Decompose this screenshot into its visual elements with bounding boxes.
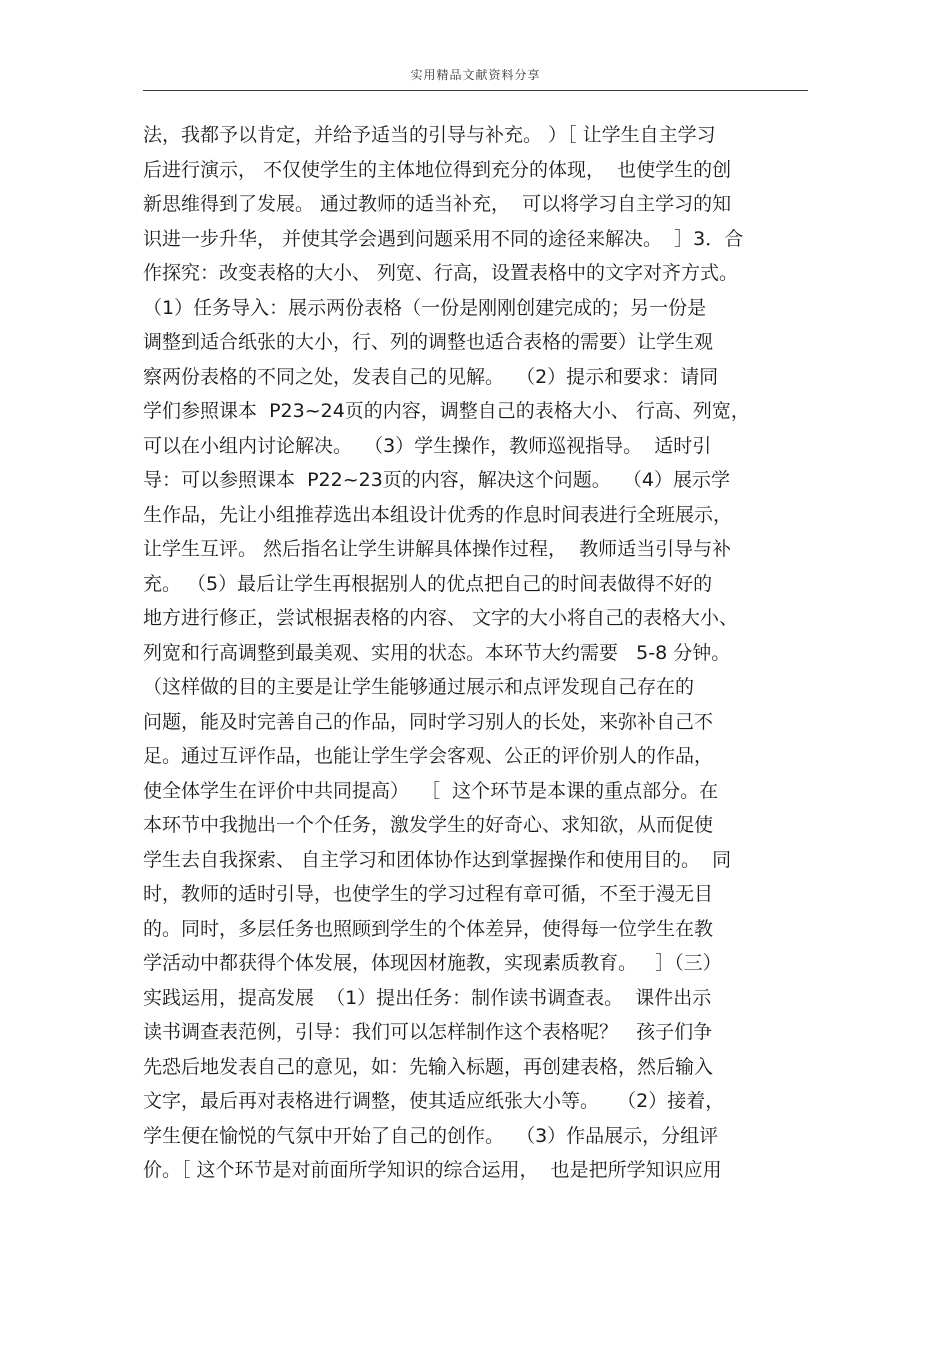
text-line: 先恐后地发表自己的意见，如：先输入标题，再创建表格，然后输入	[143, 1055, 714, 1078]
text-line: 学生去自我探索、 自主学习和团体协作达到掌握操作和使用目的。 同	[143, 848, 732, 871]
text-line: 价。［ 这个环节是对前面所学知识的综合运用， 也是把所学知识应用	[143, 1159, 722, 1181]
body-text	[143, 118, 808, 1188]
text-line: 学们参照课本 P23~24页的内容，调整自己的表格大小、 行高、列宽，	[143, 400, 750, 422]
header-divider	[143, 90, 808, 91]
text-line: 法，我都予以肯定，并给予适当的引导与补充。 ）［ 让学生自主学习	[143, 124, 716, 146]
text-line: 可以在小组内讨论解决。 （3）学生操作，教师巡视指导。 适时引	[143, 434, 712, 457]
text-line: 足。通过互评作品，也能让学生学会客观、公正的评价别人的作品，	[143, 745, 714, 767]
text-line: 识进一步升华， 并使其学会遇到问题采用不同的途径来解决。 ］3．合	[143, 227, 744, 250]
text-line: （1）任务导入：展示两份表格（一份是刚刚创建完成的；另一份是	[143, 296, 707, 319]
text-line: 生作品，先让小组推荐选出本组设计优秀的作息时间表进行全班展示，	[143, 503, 733, 526]
text-line: 作探究：改变表格的大小、 列宽、行高，设置表格中的文字对齐方式。	[143, 262, 739, 284]
text-line: 学生便在愉悦的气氛中开始了自己的创作。 （3）作品展示，分组评	[143, 1124, 719, 1147]
text-line: 新思维得到了发展。 通过教师的适当补充， 可以将学习自主学习的知	[143, 193, 732, 215]
text-line: 学活动中都获得个体发展，体现因材施教，实现素质教育。 ］（三）	[143, 952, 722, 974]
text-line: 后进行演示， 不仅使学生的主体地位得到充分的体现， 也使学生的创	[143, 158, 732, 181]
text-line: 使全体学生在评价中共同提高） ［ 这个环节是本课的重点部分。在	[143, 779, 719, 802]
text-line: 文字，最后再对表格进行调整，使其适应纸张大小等。 （2）接着，	[143, 1090, 725, 1112]
text-line: 充。 （5）最后让学生再根据别人的优点把自己的时间表做得不好的	[143, 572, 713, 595]
text-line: 列宽和行高调整到最美观、实用的状态。本环节大约需要 5-8 分钟。	[143, 641, 731, 664]
text-line: 让学生互评。 然后指名让学生讲解具体操作过程， 教师适当引导与补	[143, 538, 732, 560]
text-line: 实践运用，提高发展 （1）提出任务：制作读书调查表。 课件出示	[143, 986, 712, 1009]
text-line: 时，教师的适时引导，也使学生的学习过程有章可循，不至于漫无目	[143, 883, 714, 905]
text-line: 本环节中我抛出一个个任务，激发学生的好奇心、求知欲，从而促使	[143, 814, 714, 836]
text-line: 地方进行修正，尝试根据表格的内容、 文字的大小将自己的表格大小、	[143, 607, 739, 629]
text-line: 调整到适合纸张的大小，行、列的调整也适合表格的需要）让学生观	[143, 331, 714, 353]
text-line: 问题，能及时完善自己的作品，同时学习别人的长处，来弥补自己不	[143, 710, 714, 733]
text-line: 察两份表格的不同之处，发表自己的见解。 （2）提示和要求：请同	[143, 365, 719, 388]
text-line: 导：可以参照课本 P22~23页的内容，解决这个问题。 （4）展示学	[143, 469, 730, 491]
page-header: 实用精品文献资料分享	[410, 68, 541, 82]
text-line: （这样做的目的主要是让学生能够通过展示和点评发现自己存在的	[143, 676, 695, 698]
text-line: 读书调查表范例，引导：我们可以怎样制作这个表格呢？ 孩子们争	[143, 1021, 713, 1043]
text-line: 的。同时，多层任务也照顾到学生的个体差异，使得每一位学生在教	[143, 917, 714, 940]
